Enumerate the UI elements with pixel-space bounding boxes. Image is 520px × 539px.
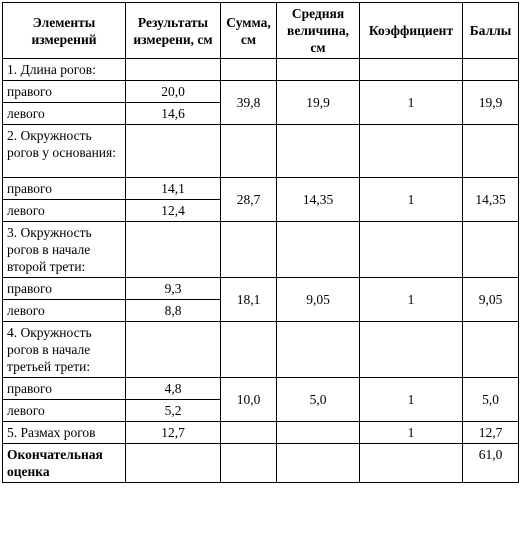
header-results: Результаты измерени, см [126,3,221,59]
sum-value: 39,8 [221,81,277,125]
avg-value: 9,05 [277,278,360,322]
final-title: Окончательная оценка [3,444,126,483]
span-row [3,422,519,444]
table-row [3,378,519,400]
avg-value: 14,35 [277,178,360,222]
score-value: 14,35 [463,178,519,222]
left-value: 12,4 [126,200,221,222]
right-label: правого [3,278,126,300]
final-score: 61,0 [463,444,519,483]
group-title-row [3,222,519,278]
right-label: правого [3,378,126,400]
table-row [3,81,519,103]
left-value: 5,2 [126,400,221,422]
header-row [3,3,519,59]
right-label: правого [3,178,126,200]
group-title-row [3,322,519,378]
right-label: правого [3,81,126,103]
span-title: 5. Размах рогов [3,422,126,444]
span-score: 12,7 [463,422,519,444]
span-value: 12,7 [126,422,221,444]
right-value: 9,3 [126,278,221,300]
coef-value: 1 [360,81,463,125]
header-sum: Сумма, см [221,3,277,59]
left-value: 14,6 [126,103,221,125]
avg-value: 5,0 [277,378,360,422]
header-avg: Средняя величина, см [277,3,360,59]
coef-value: 1 [360,178,463,222]
avg-value: 19,9 [277,81,360,125]
group-title: 1. Длина рогов: [3,59,126,81]
right-value: 20,0 [126,81,221,103]
left-value: 8,8 [126,300,221,322]
header-elements: Элементы измерений [3,3,126,59]
span-coef: 1 [360,422,463,444]
coef-value: 1 [360,378,463,422]
right-value: 4,8 [126,378,221,400]
horn-measurement-table [2,2,519,483]
header-coef: Коэффициент [360,3,463,59]
group-title-row [3,59,519,81]
final-row [3,444,519,483]
score-value: 5,0 [463,378,519,422]
coef-value: 1 [360,278,463,322]
table-row [3,178,519,200]
group-title: 4. Окружность рогов в начале третьей трети: [3,322,126,378]
score-value: 9,05 [463,278,519,322]
right-value: 14,1 [126,178,221,200]
score-value: 19,9 [463,81,519,125]
left-label: левого [3,300,126,322]
left-label: левого [3,103,126,125]
left-label: левого [3,200,126,222]
header-score: Баллы [463,3,519,59]
group-title-row [3,125,519,178]
table-row [3,278,519,300]
sum-value: 18,1 [221,278,277,322]
left-label: левого [3,400,126,422]
sum-value: 28,7 [221,178,277,222]
group-title: 3. Окружность рогов в начале второй трети: [3,222,126,278]
group-title: 2. Окружность рогов у основания: [3,125,126,178]
sum-value: 10,0 [221,378,277,422]
